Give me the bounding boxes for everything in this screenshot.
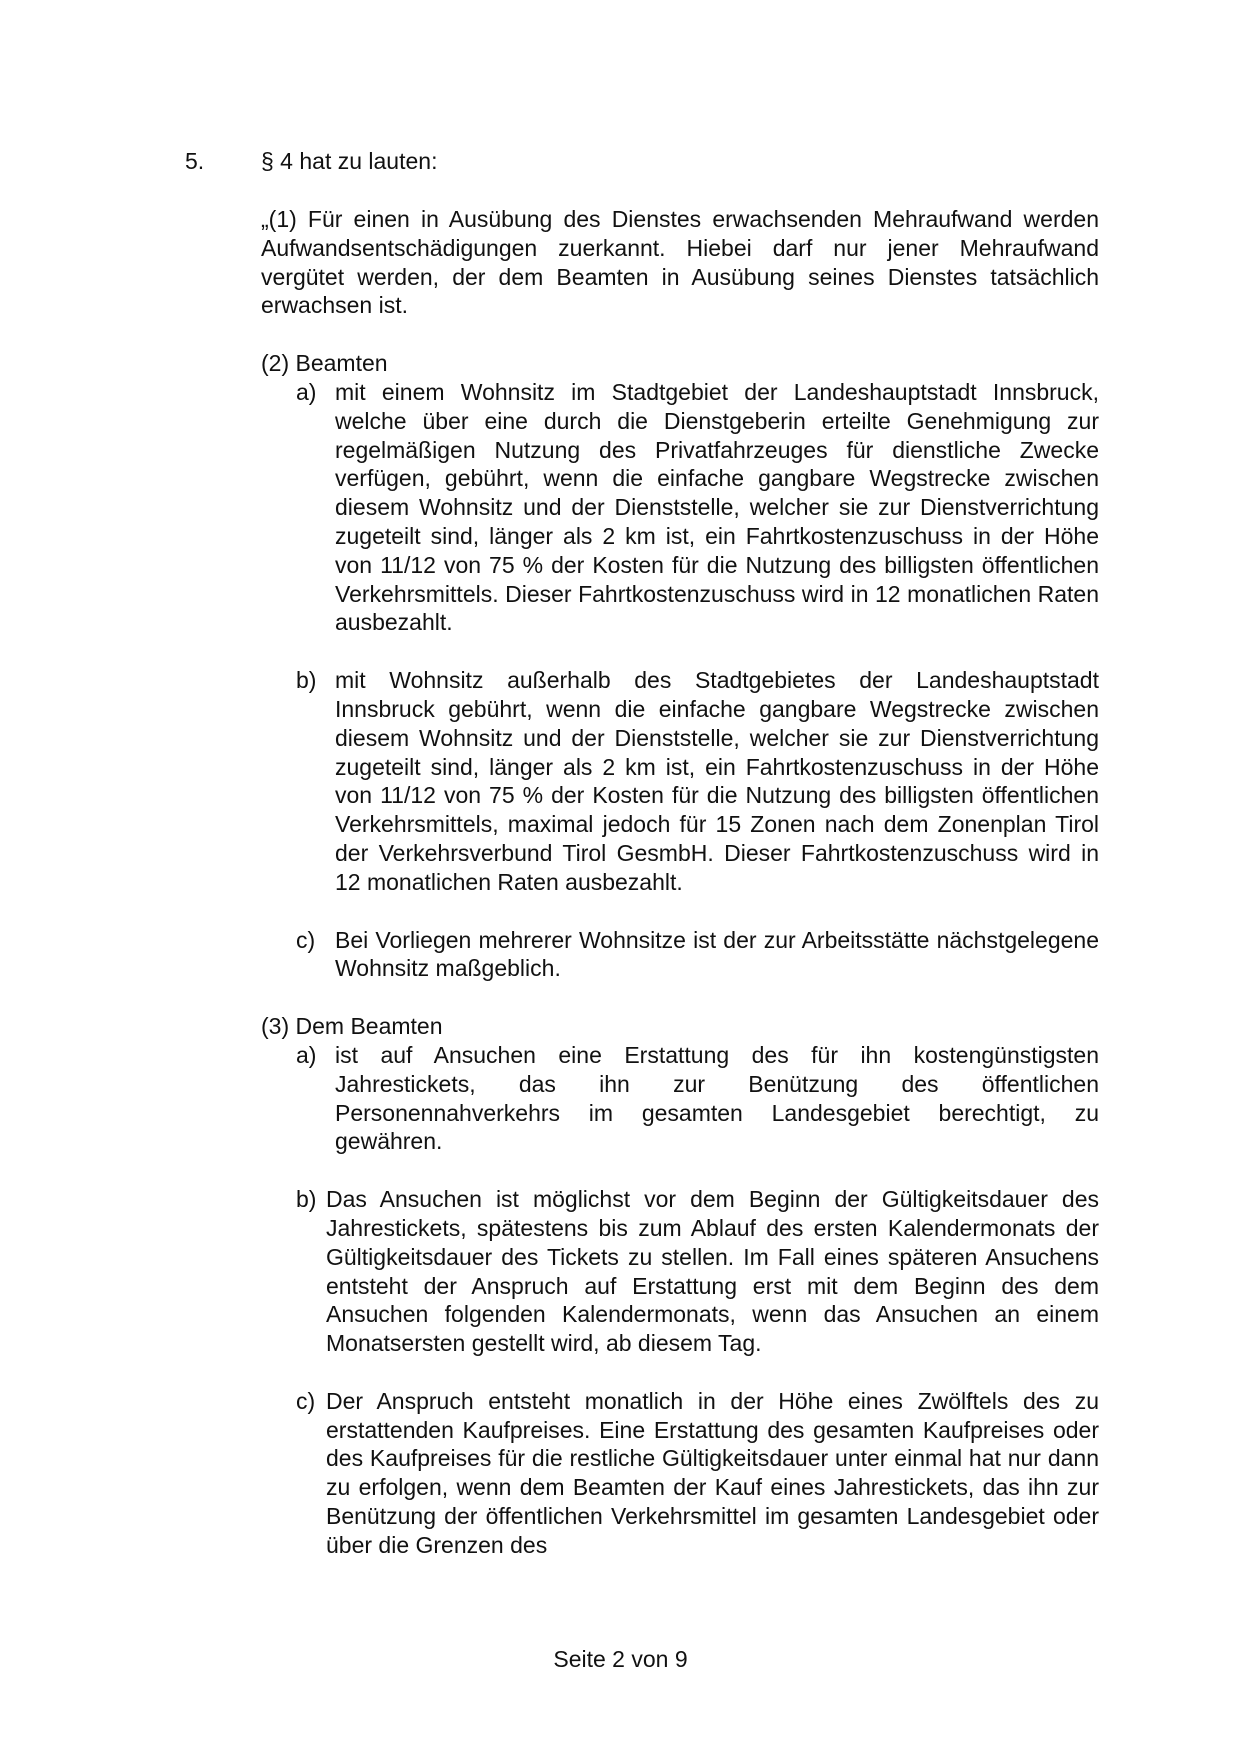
- list-item: [296, 926, 1099, 984]
- section-3-list: [261, 1041, 1099, 1560]
- item-heading: § 4 hat zu lauten:: [261, 148, 438, 174]
- list-item-text: mit Wohnsitz außerhalb des Stadtgebietes der Landeshauptstadt Innsbruck gebührt, wenn die einfache gangbare Wegstrecke zwischen diesem Wohnsitz und der Dienststelle, welcher sie zur Dienstverrichtung zugeteilt sind, länger als 2 km ist, ein Fahrtkostenzuschuss in der Höhe von 11/12 von 75 % der Kosten für die Nutzung des billigsten öffentlichen Verkehrsmittels, maximal jedoch für 15 Zonen nach dem Zonenplan Tirol der Verkehrsverbund Tirol GesmbH. Dieser Fahrtkostenzuschuss wird in 12 monatlichen Raten ausbezahlt.: [335, 667, 1099, 895]
- document-body: [261, 205, 1099, 1560]
- list-item: [296, 1041, 1099, 1156]
- list-item-text: Das Ansuchen ist möglichst vor dem Beginn der Gültigkeitsdauer des Jahrestickets, spätestens bis zum Ablauf des ersten Kalendermonats der Gültigkeitsdauer des Tickets zu stellen. Im Fall eines späteren Ansuchens entsteht der Anspruch auf Erstattung erst mit dem Beginn des dem Ansuchen folgenden Kalendermonats, wenn das Ansuchen an einem Monatsersten gestellt wird, ab diesem Tag.: [326, 1186, 1099, 1357]
- list-item: [296, 378, 1099, 637]
- page-footer: Seite 2 von 9: [553, 1646, 688, 1672]
- list-item-label: c): [296, 1387, 316, 1414]
- list-item-text: Bei Vorliegen mehrerer Wohnsitze ist der zur Arbeitsstätte nächstgelegene Wohnsitz maßgeblich.: [335, 926, 1099, 982]
- list-item: [296, 666, 1099, 896]
- list-item-label: b): [296, 1186, 317, 1213]
- paragraph-1: „(1) Für einen in Ausübung des Dienstes erwachsenden Mehraufwand werden Aufwandsentschädigungen zuerkannt. Hiebei darf nur jener Mehraufwand vergütet werden, der dem Beamten in Ausübung seines Dienstes tatsächlich erwachsen ist.: [261, 206, 1099, 319]
- list-item-text: ist auf Ansuchen eine Erstattung des für ihn kostengünstigsten Jahrestickets, das ihn zur Benützung des öffentlichen Personennahverkehrs im gesamten Landesgebiet berechtigt, zu gewähren.: [335, 1041, 1099, 1155]
- list-item-label: b): [296, 667, 317, 694]
- item-number: 5.: [185, 148, 205, 174]
- list-item-label: a): [296, 378, 317, 405]
- list-item: [296, 1387, 1099, 1560]
- list-item-label: c): [296, 926, 316, 953]
- section-3-heading: (3) Dem Beamten: [261, 1013, 443, 1040]
- list-item-text: mit einem Wohnsitz im Stadtgebiet der Landeshauptstadt Innsbruck, welche über eine durch die Dienstgeberin erteilte Genehmigung zur regelmäßigen Nutzung des Privatfahrzeuges für dienstliche Zwecke verfügen, gebührt, wenn die einfache gangbare Wegstrecke zwischen diesem Wohnsitz und der Dienststelle, welcher sie zur Dienstverrichtung zugeteilt sind, länger als 2 km ist, ein Fahrtkostenzuschuss in der Höhe von 11/12 von 75 % der Kosten für die Nutzung des billigsten öffentlichen Verkehrsmittels. Dieser Fahrtkostenzuschuss wird in 12 monatlichen Raten ausbezahlt.: [335, 378, 1099, 636]
- section-2-list: [261, 378, 1099, 983]
- list-item: [296, 1185, 1099, 1358]
- section-2-heading: (2) Beamten: [261, 350, 388, 377]
- list-item-text: Der Anspruch entsteht monatlich in der Höhe eines Zwölftels des zu erstattenden Kaufpreises. Eine Erstattung des gesamten Kaufpreises oder des Kaufpreises für die restliche Gültigkeitsdauer unter einmal hat nur dann zu erfolgen, wenn dem Beamten der Kauf eines Jahrestickets, das ihn zur Benützung der öffentlichen Verkehrsmittel im gesamten Landesgebiet oder über die Grenzen des: [326, 1387, 1099, 1558]
- list-item-label: a): [296, 1041, 317, 1068]
